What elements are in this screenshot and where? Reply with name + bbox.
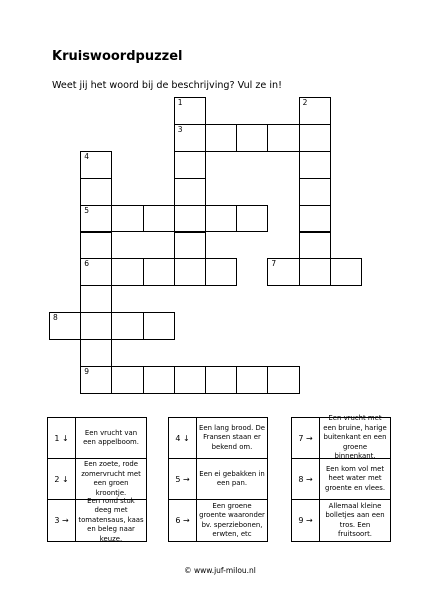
crossword-cell[interactable] bbox=[80, 258, 112, 286]
page-title: Kruiswoordpuzzel bbox=[52, 49, 183, 64]
clue-row bbox=[48, 496, 146, 543]
clue-number: 6 bbox=[84, 259, 89, 269]
crossword-cell[interactable] bbox=[174, 97, 206, 125]
crossword-cell[interactable] bbox=[236, 205, 268, 233]
crossword-cell[interactable] bbox=[330, 258, 362, 286]
clue-label: 6 → bbox=[169, 500, 197, 541]
crossword-cell[interactable] bbox=[205, 124, 237, 152]
clue-label: 7 → bbox=[292, 418, 320, 458]
clue-label: 1 ↓ bbox=[48, 418, 76, 458]
crossword-cell[interactable] bbox=[143, 312, 175, 340]
crossword-cell[interactable] bbox=[80, 285, 112, 313]
crossword-cell[interactable] bbox=[111, 312, 143, 340]
clue-number: 7 bbox=[271, 259, 277, 269]
crossword-cell[interactable] bbox=[49, 312, 81, 340]
clue-description: Een kom vol met heet water met groente en vlees. bbox=[324, 464, 386, 492]
footer-credit: © www.juf-milou.nl bbox=[184, 566, 256, 575]
crossword-cell[interactable] bbox=[80, 178, 112, 206]
clue-table bbox=[168, 417, 268, 542]
clue-row bbox=[169, 500, 267, 541]
clue-label: 3 → bbox=[48, 500, 76, 541]
clue-row bbox=[169, 459, 267, 500]
clue-description: Een lang brood. De Fransen staan er bekend om. bbox=[199, 423, 266, 451]
crossword-cell[interactable] bbox=[111, 258, 143, 286]
clue-number: 9 bbox=[84, 367, 89, 376]
crossword-cell[interactable] bbox=[174, 151, 206, 179]
crossword-cell[interactable] bbox=[80, 151, 112, 179]
crossword-cell[interactable] bbox=[174, 366, 206, 394]
crossword-cell[interactable] bbox=[111, 366, 143, 394]
clue-description: Een ei gebakken in een pan. bbox=[199, 469, 265, 487]
crossword-cell[interactable] bbox=[236, 124, 268, 152]
clue-number: 3 bbox=[177, 124, 183, 134]
crossword-cell[interactable] bbox=[267, 124, 299, 152]
crossword-cell[interactable] bbox=[299, 178, 331, 206]
crossword-cell[interactable] bbox=[174, 258, 206, 286]
crossword-cell[interactable] bbox=[143, 258, 175, 286]
crossword-cell[interactable] bbox=[80, 339, 112, 367]
crossword-cell[interactable] bbox=[299, 97, 331, 125]
crossword-cell[interactable] bbox=[174, 124, 206, 152]
crossword-cell[interactable] bbox=[299, 258, 331, 286]
crossword-cell[interactable] bbox=[174, 178, 206, 206]
clue-description: Een rond stuk deeg met tomatensaus, kaas en beleg naar keuze. bbox=[78, 496, 144, 543]
clue-row bbox=[292, 414, 390, 461]
crossword-cell[interactable] bbox=[143, 205, 175, 233]
crossword-cell[interactable] bbox=[143, 366, 175, 394]
crossword-cell[interactable] bbox=[299, 205, 331, 233]
crossword-cell[interactable] bbox=[80, 366, 112, 394]
clue-row bbox=[48, 459, 146, 500]
crossword-cell[interactable] bbox=[299, 151, 331, 179]
crossword-cell[interactable] bbox=[205, 205, 237, 233]
clue-row bbox=[292, 459, 390, 500]
clue-row bbox=[292, 500, 390, 541]
clue-number: 1 bbox=[177, 98, 183, 107]
clue-table bbox=[291, 414, 391, 542]
clue-number: 2 bbox=[302, 98, 308, 107]
clue-number: 8 bbox=[53, 313, 58, 323]
crossword-cell[interactable] bbox=[236, 366, 268, 394]
clue-label: 8 → bbox=[292, 459, 320, 499]
clue-label: 4 ↓ bbox=[169, 418, 197, 458]
crossword-cell[interactable] bbox=[267, 366, 299, 394]
clue-number: 5 bbox=[84, 205, 89, 215]
crossword-cell[interactable] bbox=[174, 205, 206, 233]
clue-number: 4 bbox=[84, 151, 89, 161]
crossword-cell[interactable] bbox=[267, 258, 299, 286]
clue-row bbox=[169, 418, 267, 459]
crossword-cell[interactable] bbox=[111, 205, 143, 233]
clue-table bbox=[47, 417, 147, 542]
crossword-cell[interactable] bbox=[80, 232, 112, 260]
clue-label: 9 → bbox=[292, 500, 320, 541]
instruction-text: Weet jij het woord bij de beschrijving? Vul ze in! bbox=[52, 80, 282, 91]
clue-description: Een groene groente waaronder bv. sperziebonen, erwten, etc bbox=[199, 501, 265, 538]
clue-description: Een vrucht van een appelboom. bbox=[83, 428, 139, 446]
clue-label: 5 → bbox=[169, 459, 197, 499]
clue-row bbox=[48, 418, 146, 459]
clue-label: 2 ↓ bbox=[48, 459, 76, 499]
clue-description: Allemaal kleine bolletjes aan een tros. Een fruitsoort. bbox=[325, 501, 385, 538]
crossword-cell[interactable] bbox=[80, 312, 112, 340]
crossword-cell[interactable] bbox=[80, 205, 112, 233]
clue-description: Een vrucht met een bruine, harige buitenkant en een groene binnenkant. bbox=[323, 414, 387, 461]
crossword-cell[interactable] bbox=[299, 124, 331, 152]
crossword-cell[interactable] bbox=[205, 258, 237, 286]
crossword-cell[interactable] bbox=[174, 232, 206, 260]
clue-description: Een zoete, rode zomervrucht met een groen kroontje. bbox=[81, 460, 141, 497]
crossword-cell[interactable] bbox=[205, 366, 237, 394]
crossword-cell[interactable] bbox=[299, 232, 331, 260]
